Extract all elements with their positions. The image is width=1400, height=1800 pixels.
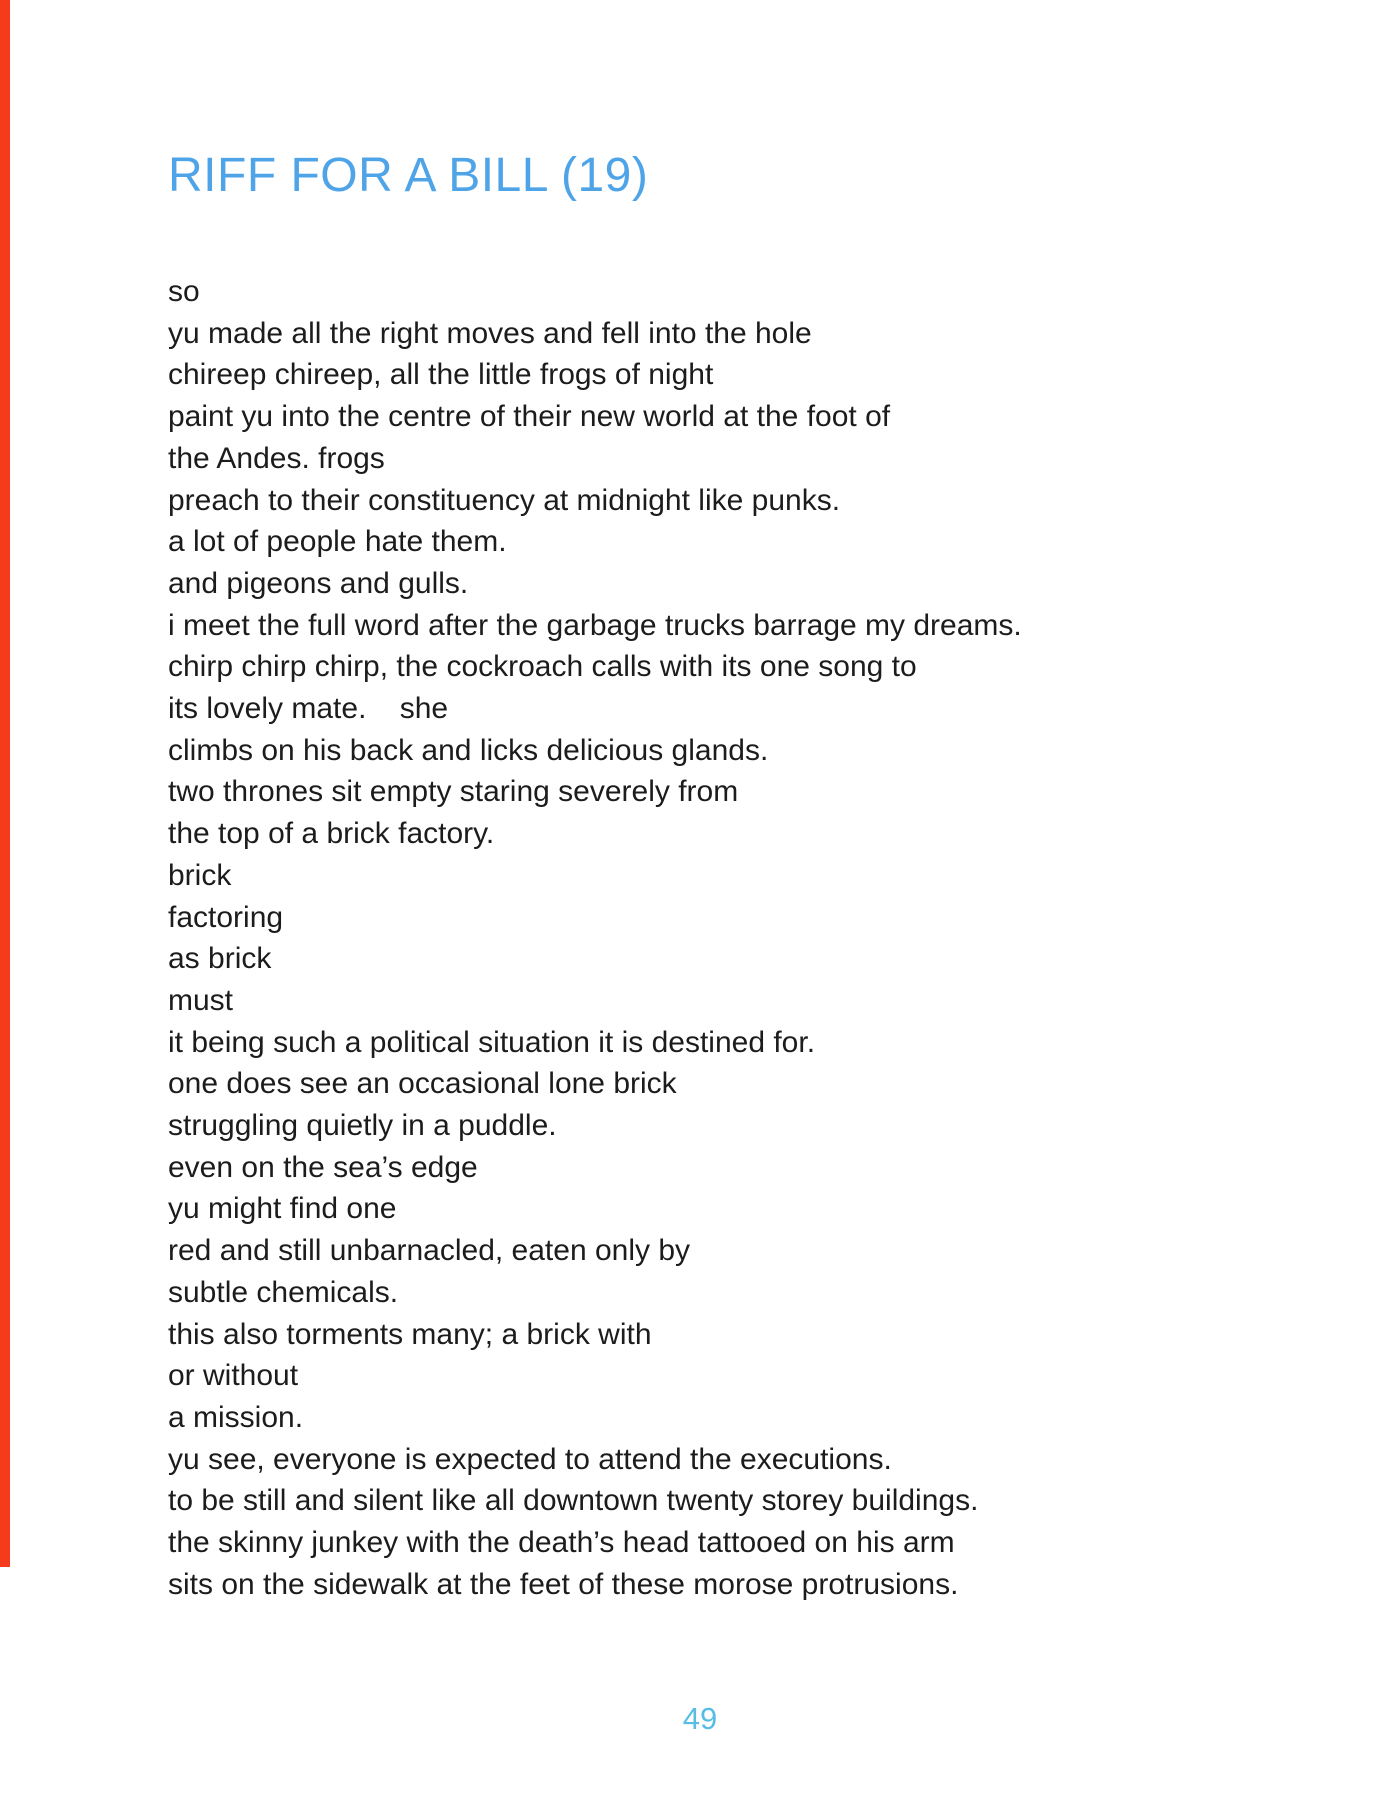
poem-line: even on the sea’s edge — [168, 1150, 478, 1184]
poem-line: this also torments many; a brick with — [168, 1317, 652, 1351]
poem-line: red and still unbarnacled, eaten only by — [168, 1234, 691, 1268]
poem-line: the skinny junkey with the death’s head tattooed on his arm — [168, 1526, 955, 1560]
poem-line: two thrones sit empty staring severely from — [168, 775, 739, 809]
poem-line: factoring — [168, 900, 284, 934]
poem-line: the top of a brick factory. — [168, 817, 495, 851]
poem-line: climbs on his back and licks delicious glands. — [168, 733, 769, 767]
poem-line: subtle chemicals. — [168, 1275, 399, 1309]
poem-line: yu see, everyone is expected to attend the executions. — [168, 1442, 892, 1476]
poem-line: as brick — [168, 942, 272, 976]
poem-line: preach to their constituency at midnight like punks. — [168, 483, 841, 517]
poem-line: one does see an occasional lone brick — [168, 1067, 677, 1101]
poem-line: chirp chirp chirp, the cockroach calls with its one song to — [168, 650, 917, 684]
poem-line: sits on the sidewalk at the feet of these morose protrusions. — [168, 1567, 959, 1601]
poem-line: paint yu into the centre of their new world at the foot of — [168, 400, 891, 434]
poem-title: RIFF FOR A BILL (19) — [168, 149, 649, 202]
poem-line: it being such a political situation it is destined for. — [168, 1025, 816, 1059]
poem-line: yu made all the right moves and fell into the hole — [168, 316, 812, 350]
poem-body — [168, 271, 1228, 1606]
left-edge-stripe — [0, 0, 10, 1567]
poem-line: and pigeons and gulls. — [168, 566, 469, 600]
poem-line: yu might find one — [168, 1192, 397, 1226]
poem-line: a lot of people hate them. — [168, 525, 507, 559]
poem-line: chireep chireep, all the little frogs of night — [168, 358, 714, 392]
poem-line: brick — [168, 858, 232, 892]
poem-line: struggling quietly in a puddle. — [168, 1109, 557, 1143]
poem-line: the Andes. frogs — [168, 441, 385, 475]
poem-line: its lovely mate. she — [168, 692, 449, 726]
page-number: 49 — [682, 1701, 718, 1736]
poem-line: a mission. — [168, 1400, 304, 1434]
poem-line: so — [168, 275, 200, 308]
poem-line: must — [168, 983, 234, 1017]
poem-line: to be still and silent like all downtown twenty storey buildings. — [168, 1484, 979, 1518]
poem-line: or without — [168, 1359, 299, 1393]
poem-line: i meet the full word after the garbage trucks barrage my dreams. — [168, 608, 1022, 642]
